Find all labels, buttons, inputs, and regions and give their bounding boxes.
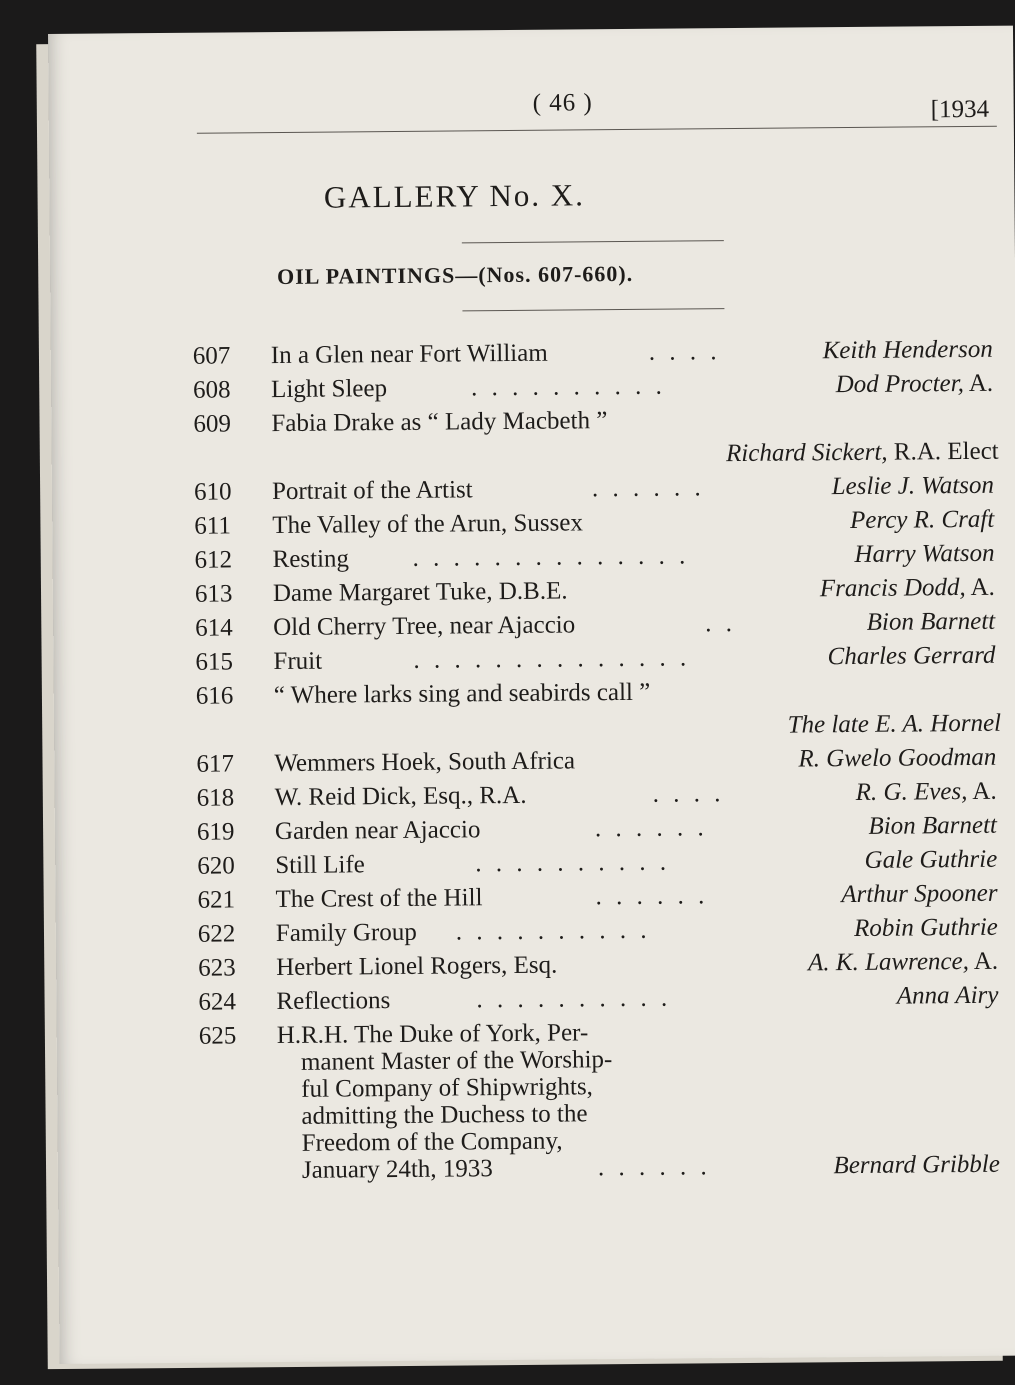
entry-title: Family Group (275, 918, 417, 948)
entry-number: 620 (197, 852, 235, 880)
entry-artist: Leslie J. Watson (831, 471, 995, 501)
entry-artist: Charles Gerrard (827, 641, 996, 671)
entry-title: “ Where larks sing and seabirds call ” (273, 678, 651, 710)
catalogue-page (48, 26, 1015, 1364)
entry-artist-continuation: The late E. A. Hornel (787, 709, 1002, 739)
entry-artist: Keith Henderson (822, 335, 993, 365)
entry-artist: Bernard Gribble (833, 1150, 1001, 1180)
dot-leader: . . . . . . (591, 474, 705, 503)
entry-number: 616 (195, 682, 234, 710)
entry-title: Fruit (273, 647, 323, 676)
entry-number: 619 (196, 818, 235, 846)
dot-leader: . . . . . . . . . . . . . . (412, 542, 690, 572)
entry-title: Herbert Lionel Rogers, Esq. (276, 951, 558, 982)
section-title: OIL PAINTINGS—(Nos. 607-660). (276, 260, 634, 290)
title-rule (462, 240, 724, 243)
entry-number: 613 (194, 580, 233, 608)
entry-artist-continuation: Richard Sickert, R.A. Elect (725, 437, 999, 468)
entry-artist: R. Gwelo Goodman (798, 743, 997, 773)
dot-leader: . . . . . . (597, 1153, 711, 1182)
entry-title-line: January 24th, 1933 (301, 1155, 493, 1184)
dot-leader: . . . . . . . . . . (455, 916, 651, 946)
entry-artist: Gale Guthrie (864, 845, 998, 874)
dot-leader: . . . . . . . . . . (470, 372, 666, 402)
entry-title-line: Freedom of the Company, (301, 1127, 563, 1157)
entry-number: 610 (193, 478, 232, 506)
section-rule (462, 308, 724, 311)
entry-artist: Percy R. Craft (849, 505, 995, 535)
entry-number: 615 (195, 648, 234, 676)
page-number: ( 46 ) (532, 89, 593, 117)
entry-title: Light Sleep (270, 375, 388, 404)
entry-title-line: admitting the Duchess to the (301, 1100, 588, 1130)
entry-title-line: ful Company of Shipwrights, (301, 1073, 593, 1103)
entry-number: 612 (194, 546, 233, 574)
dot-leader: . . . . . . (594, 814, 708, 843)
entry-title: Portrait of the Artist (271, 476, 473, 506)
entry-artist: Anna Airy (896, 981, 999, 1010)
entry-artist: Francis Dodd, A. (819, 573, 995, 603)
dot-leader: . . . . . . . . . . . . . . (413, 644, 691, 674)
dot-leader: . . . . (648, 338, 721, 366)
dot-leader: . . . . . . . . . . (476, 984, 672, 1014)
entry-title: Old Cherry Tree, near Ajaccio (273, 611, 576, 642)
entry-number: 608 (192, 376, 231, 404)
entry-title-line: H.R.H. The Duke of York, Per- (276, 1019, 589, 1050)
entry-number: 617 (196, 750, 234, 778)
gallery-title: GALLERY No. X. (323, 177, 586, 215)
entry-number: 611 (194, 512, 231, 540)
entry-title: The Crest of the Hill (275, 884, 483, 914)
entry-title: Dame Margaret Tuke, D.B.E. (272, 577, 568, 608)
entry-title: Resting (272, 545, 350, 574)
entry-artist: Dod Procter, A. (835, 369, 994, 399)
entry-title-line: manent Master of the Worship- (300, 1046, 613, 1076)
dot-leader: . . (705, 610, 737, 638)
entry-number: 618 (196, 784, 235, 812)
entry-number: 609 (193, 410, 232, 438)
dot-leader: . . . . . . (595, 882, 709, 911)
header-year: [1934 (930, 95, 990, 124)
entry-title: W. Reid Dick, Esq., R.A. (274, 781, 527, 812)
header-rule (197, 126, 997, 134)
entry-artist: A. K. Lawrence, A. (807, 947, 999, 977)
entry-number: 622 (197, 920, 236, 948)
entry-title: The Valley of the Arun, Sussex (272, 509, 584, 540)
entry-number: 607 (192, 342, 231, 370)
entry-artist: R. G. Eves, A. (855, 777, 997, 806)
entry-title: In a Glen near Fort William (270, 339, 548, 370)
entry-number: 621 (197, 886, 236, 914)
entry-title: Fabia Drake as “ Lady Macbeth ” (271, 407, 608, 438)
entry-title: Reflections (276, 987, 391, 1016)
entry-artist: Bion Barnett (866, 607, 996, 636)
entry-artist: Bion Barnett (868, 811, 998, 840)
entry-title: Garden near Ajaccio (274, 816, 481, 846)
entry-number: 623 (198, 954, 236, 982)
entry-artist: Arthur Spooner (841, 879, 998, 909)
entry-number: 625 (198, 1022, 237, 1050)
entry-artist: Robin Guthrie (853, 913, 998, 942)
dot-leader: . . . . . . . . . . (475, 848, 671, 878)
entry-title: Still Life (275, 851, 365, 880)
dot-leader: . . . . (652, 780, 725, 808)
entry-title: Wemmers Hoek, South Africa (274, 747, 576, 778)
entry-number: 614 (195, 614, 233, 642)
catalogue-entry-tail (58, 1151, 1015, 1193)
entry-number: 624 (198, 988, 237, 1016)
entry-artist: Harry Watson (854, 539, 995, 568)
